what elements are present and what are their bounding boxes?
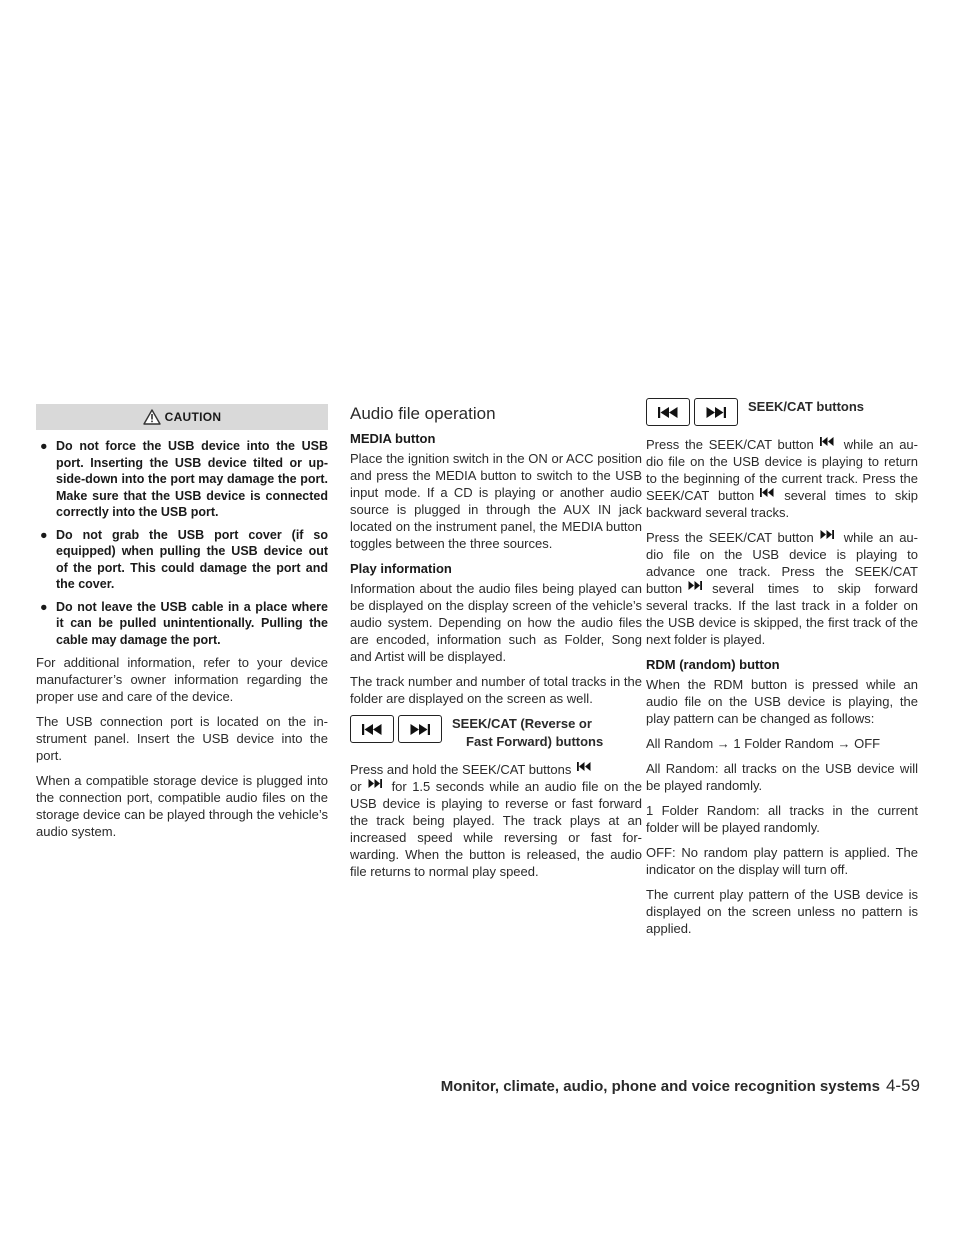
paragraph bbox=[646, 436, 918, 521]
skip-forward-icon bbox=[688, 581, 702, 590]
forward-key bbox=[398, 715, 442, 743]
skip-forward-icon bbox=[368, 779, 382, 788]
caution-list bbox=[36, 438, 328, 648]
paragraph: OFF: No random play pattern is applied. The indicator on the display will turn off. bbox=[646, 845, 918, 877]
text-run: while an au-dio file on the USB device is playing to advance one track. Press the SEEK/CAT button bbox=[646, 530, 918, 596]
caution-warning-icon bbox=[143, 409, 161, 425]
skip-back-icon bbox=[577, 762, 591, 771]
paragraph: All Random: all tracks on the USB device will be played randomly. bbox=[646, 761, 918, 793]
skip-back-icon bbox=[361, 724, 383, 735]
skip-forward-icon bbox=[705, 407, 727, 418]
paragraph bbox=[350, 761, 642, 880]
text-run: for 1.5 seconds while an audio file on the USB device is playing to reverse or fast forward the track being played. The track plays at an increased speed while reversing or fast for-warding. When the button is released, the audio file returns to normal play speed. bbox=[350, 779, 642, 879]
caution-item-text: Do not leave the USB cable in a place where it can be pulled unintentionally. Pulling the cable may damage the port. bbox=[56, 599, 328, 647]
caution-item-text: Do not force the USB device into the USB port. Inserting the USB device tilted or up-side-down into the port may damage the port. Make sure that the USB device is connected correctly into the USB port. bbox=[56, 439, 328, 519]
skip-forward-icon bbox=[820, 530, 834, 539]
reverse-key bbox=[646, 398, 690, 426]
seek-cat-button-pair bbox=[350, 715, 446, 743]
paragraph: The track number and number of total tracks in the folder are displayed on the screen as well. bbox=[350, 674, 642, 706]
footer-chapter-title: Monitor, climate, audio, phone and voice recognition systems bbox=[440, 1078, 880, 1095]
text-run: Press the SEEK/CAT button bbox=[646, 437, 814, 452]
bullet: ● bbox=[40, 527, 48, 542]
skip-back-icon bbox=[760, 488, 774, 497]
media-button-heading: MEDIA button bbox=[350, 431, 436, 446]
text-run: several times to skip backward several tracks. bbox=[646, 488, 918, 520]
skip-forward-icon bbox=[409, 724, 431, 735]
caution-item bbox=[36, 599, 328, 649]
text-run: several times to skip forward several tracks. If the last track in a folder on the USB device is skipped, the first track of the next folder is played. bbox=[646, 581, 918, 647]
seek-cat-button-figure bbox=[350, 715, 642, 751]
skip-back-icon bbox=[657, 407, 679, 418]
rdm-button-heading: RDM (random) button bbox=[646, 657, 780, 672]
text-run: while an au-dio file on the USB device is playing to return to the beginning of the current track. Press the SEEK/CAT button bbox=[646, 437, 918, 503]
page-number: 4-59 bbox=[885, 1076, 920, 1095]
paragraph: When a compatible storage device is plugged into the connection port, compatible audio files on the storage device can be played through the vehicle’s audio system. bbox=[36, 773, 328, 839]
page-footer bbox=[430, 1076, 920, 1096]
seek-cat-button-figure bbox=[646, 398, 918, 426]
text-run: Press the SEEK/CAT button bbox=[646, 530, 814, 545]
middle-column bbox=[350, 404, 642, 888]
rdm-sequence: All Random → 1 Folder Random → OFF bbox=[646, 736, 881, 751]
skip-back-icon bbox=[820, 437, 834, 446]
section-title: Audio file operation bbox=[350, 404, 496, 423]
paragraph: For additional information, refer to your device manufacturer’s owner information regarding the proper use and care of the device. bbox=[36, 655, 328, 704]
left-column bbox=[36, 404, 328, 848]
text-run: or bbox=[350, 779, 362, 794]
caution-header bbox=[36, 404, 328, 430]
seek-cat-reverse-forward-label bbox=[446, 715, 603, 751]
seek-label-line2: Fast Forward) buttons bbox=[466, 734, 604, 749]
forward-key bbox=[694, 398, 738, 426]
seek-label-line1: SEEK/CAT (Reverse or bbox=[452, 716, 592, 731]
play-information-heading: Play information bbox=[350, 561, 452, 576]
paragraph: The USB connection port is located on the in-strument panel. Insert the USB device into the port. bbox=[36, 714, 328, 763]
text-run: Press and hold the SEEK/CAT buttons bbox=[350, 762, 572, 777]
paragraph: 1 Folder Random: all tracks in the current folder will be played randomly. bbox=[646, 803, 918, 835]
reverse-key bbox=[350, 715, 394, 743]
caution-title: CAUTION bbox=[164, 409, 222, 424]
seek-cat-button-pair bbox=[646, 398, 742, 426]
caution-item bbox=[36, 438, 328, 521]
caution-item-text: Do not grab the USB port cover (if so equipped) when pulling the USB device out of the port. This could damage the port and the cover. bbox=[56, 527, 328, 591]
paragraph bbox=[646, 529, 918, 648]
bullet: ● bbox=[40, 599, 48, 614]
caution-item bbox=[36, 527, 328, 593]
paragraph: When the RDM button is pressed while an audio file on the USB device is playing, the play pattern can be changed as follows: bbox=[646, 677, 918, 726]
right-column bbox=[646, 399, 918, 945]
paragraph: Place the ignition switch in the ON or ACC position and press the MEDIA button to switch to the USB input mode. If a CD is playing or another audio source is plugged in through the AUX IN jack located on the instrument panel, the MEDIA button toggles between the three sources. bbox=[350, 451, 642, 551]
paragraph: Information about the audio files being played can be displayed on the display screen of the vehicle’s audio system. Depending on how the audio files are encoded, information such as Folder, Song and Artist will be displayed. bbox=[350, 581, 642, 664]
seek-cat-buttons-label: SEEK/CAT buttons bbox=[748, 399, 865, 414]
paragraph: The current play pattern of the USB device is displayed on the screen unless no pattern is applied. bbox=[646, 887, 918, 936]
bullet: ● bbox=[40, 439, 48, 453]
